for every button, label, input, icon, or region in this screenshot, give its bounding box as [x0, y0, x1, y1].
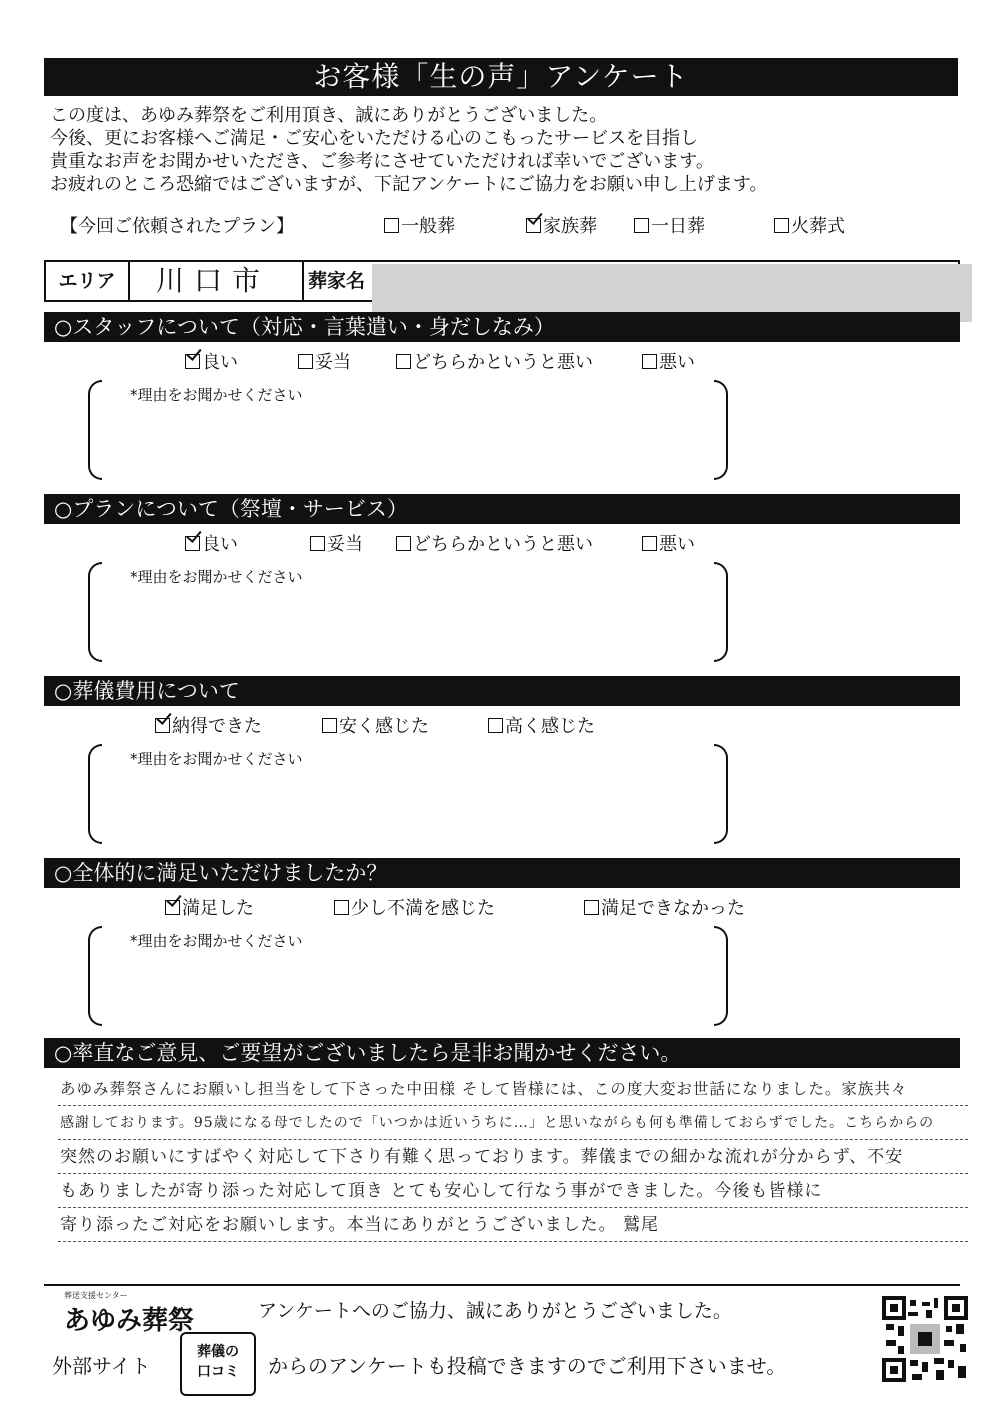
bracket-left	[88, 562, 102, 662]
plan-option-oneday[interactable]: 一日葬	[634, 212, 705, 238]
checkbox-icon[interactable]	[298, 354, 313, 369]
area-label: エリア	[46, 262, 130, 300]
checkbox-icon[interactable]	[310, 536, 325, 551]
staff-options	[0, 348, 1000, 374]
brand-logo	[64, 1291, 195, 1336]
option-bad[interactable]: 悪い	[642, 348, 695, 374]
footer-thanks: アンケートへのご協力、誠にありがとうございました。	[258, 1300, 732, 1322]
checkbox-checked-icon[interactable]	[185, 354, 200, 369]
reason-placeholder: *理由をお聞かせください	[130, 932, 303, 950]
reason-box[interactable]	[88, 744, 728, 844]
survey-title: お客様「生の声」アンケート	[44, 58, 958, 96]
brand-subtitle: 葬送支援センター	[64, 1291, 128, 1300]
reason-placeholder: *理由をお聞かせください	[130, 386, 303, 404]
external-site-label: 外部サイト	[52, 1354, 151, 1378]
option-somewhat-bad[interactable]: どちらかというと悪い	[396, 348, 593, 374]
option-fair[interactable]: 妥当	[298, 348, 351, 374]
bracket-right	[714, 562, 728, 662]
opinion-line: 突然のお願いにすばやく対応して下さり有難く思っております。葬儀までの細かな流れが分からず、不安	[60, 1147, 904, 1167]
section-title-staff: ○スタッフについて（対応・言葉遣い・身だしなみ）	[44, 312, 960, 342]
option-slightly-dissatisfied[interactable]: 少し不満を感じた	[334, 894, 495, 920]
option-somewhat-bad[interactable]: どちらかというと悪い	[396, 530, 593, 556]
logo-line: 葬儀の	[197, 1344, 239, 1360]
option-bad[interactable]: 悪い	[642, 530, 695, 556]
plan-option-general[interactable]: 一般葬	[384, 212, 455, 238]
logo-line: 口コミ	[197, 1364, 239, 1380]
opinion-line: 寄り添ったご対応をお願いします。本当にありがとうございました。 鷲尾	[60, 1215, 660, 1235]
bracket-right	[714, 744, 728, 844]
handwritten-opinion[interactable]	[60, 1072, 970, 1242]
option-cheap[interactable]: 安く感じた	[322, 712, 429, 738]
option-satisfied[interactable]: 納得できた	[155, 712, 262, 738]
checkbox-icon[interactable]	[488, 718, 503, 733]
checkbox-checked-icon[interactable]	[165, 900, 180, 915]
section-title-opinion: ○率直なご意見、ご要望がございましたら是非お聞かせください。	[44, 1038, 960, 1068]
reason-placeholder: *理由をお聞かせください	[130, 750, 303, 768]
reason-box[interactable]	[88, 926, 728, 1026]
review-site-logo[interactable]	[180, 1332, 256, 1396]
plan-options	[0, 530, 1000, 556]
bracket-left	[88, 744, 102, 844]
bracket-right	[714, 380, 728, 480]
section-title-overall: ○全体的に満足いただけましたか？	[44, 858, 960, 888]
footer-divider	[44, 1284, 960, 1286]
bracket-left	[88, 926, 102, 1026]
bracket-right	[714, 926, 728, 1026]
checkbox-checked-icon[interactable]	[185, 536, 200, 551]
divider	[302, 262, 304, 300]
checkbox-icon[interactable]	[634, 218, 649, 233]
option-not-satisfied[interactable]: 満足できなかった	[584, 894, 745, 920]
brand-name: あゆみ葬祭	[64, 1306, 195, 1336]
reason-placeholder: *理由をお聞かせください	[130, 568, 303, 586]
checkbox-icon[interactable]	[642, 536, 657, 551]
option-expensive[interactable]: 高く感じた	[488, 712, 595, 738]
opinion-line: もありましたが寄り添った対応して頂き とても安心して行なう事ができました。今後も皆様に	[60, 1181, 823, 1201]
checkbox-icon[interactable]	[584, 900, 599, 915]
overall-options	[0, 894, 1000, 920]
checkbox-icon[interactable]	[396, 536, 411, 551]
reason-box[interactable]	[88, 562, 728, 662]
qr-code-icon[interactable]	[882, 1296, 968, 1382]
checkbox-checked-icon[interactable]	[155, 718, 170, 733]
plan-option-cremation[interactable]: 火葬式	[774, 212, 845, 238]
plan-option-family[interactable]: 家族葬	[526, 212, 597, 238]
opinion-line: 感謝しております。95歳になる母でしたので「いつかは近いうちに…」と思いながらも何も準備しておらずでした。こちらからの	[60, 1115, 935, 1131]
intro-line: 今後、更にお客様へご満足・ご安心をいただける心のこもったサービスを目指し	[50, 128, 698, 149]
checkbox-icon[interactable]	[384, 218, 399, 233]
option-satisfied[interactable]: 満足した	[165, 894, 254, 920]
intro-line: 貴重なお声をお聞かせいただき、ご参考にさせていただければ幸いでございます。	[50, 151, 714, 172]
section-title-cost: ○葬儀費用について	[44, 676, 960, 706]
checkbox-icon[interactable]	[334, 900, 349, 915]
reason-box[interactable]	[88, 380, 728, 480]
checkbox-icon[interactable]	[774, 218, 789, 233]
intro-line: お疲れのところ恐縮ではございますが、下記アンケートにご協力をお願い申し上げます。	[50, 174, 768, 195]
plan-row	[60, 212, 960, 240]
checkbox-icon[interactable]	[396, 354, 411, 369]
plan-label: 【今回ご依頼されたプラン】	[60, 216, 294, 237]
cost-options	[0, 712, 1000, 738]
intro-text	[50, 104, 970, 196]
bracket-left	[88, 380, 102, 480]
option-good[interactable]: 良い	[185, 530, 238, 556]
checkbox-checked-icon[interactable]	[526, 218, 541, 233]
external-site-text: からのアンケートも投稿できますのでご利用下さいませ。	[268, 1354, 787, 1378]
section-title-plan: ○プランについて（祭壇・サービス）	[44, 494, 960, 524]
area-value[interactable]: 川口市	[156, 264, 271, 297]
opinion-line: あゆみ葬祭さんにお願いし担当をして下さった中田様 そして皆様には、この度大変お世話になりました。家族共々	[60, 1080, 908, 1098]
checkbox-icon[interactable]	[642, 354, 657, 369]
checkbox-icon[interactable]	[322, 718, 337, 733]
family-name-label: 葬家名	[308, 270, 366, 292]
option-fair[interactable]: 妥当	[310, 530, 363, 556]
intro-line: この度は、あゆみ葬祭をご利用頂き、誠にありがとうございました。	[50, 105, 608, 126]
option-good[interactable]: 良い	[185, 348, 238, 374]
